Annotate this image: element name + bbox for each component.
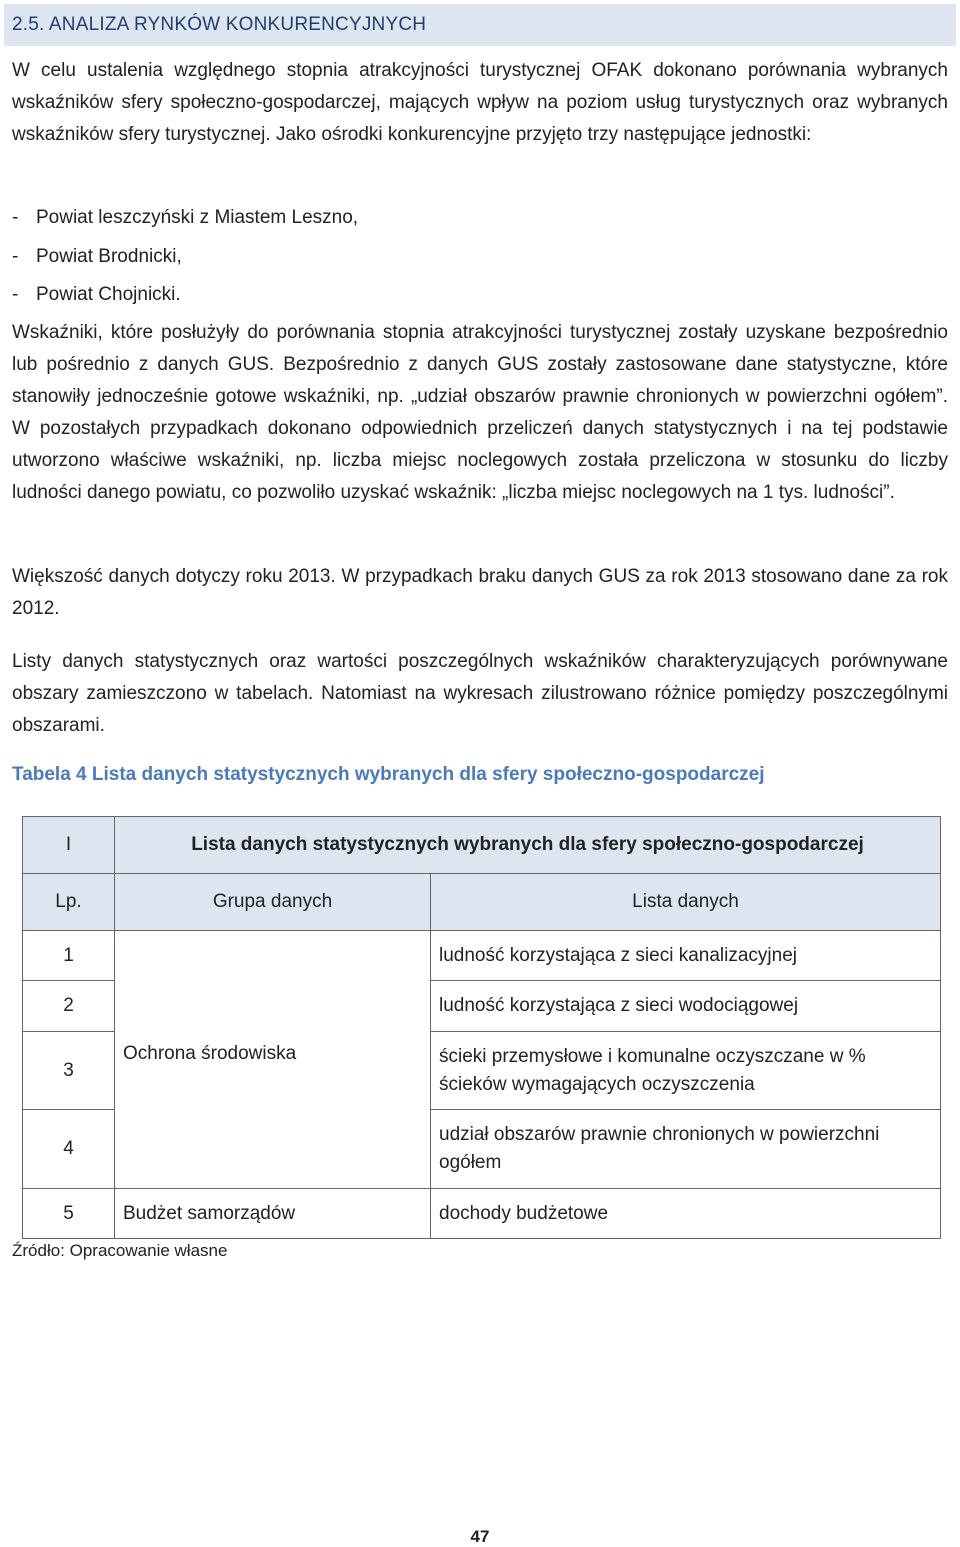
table-title: Lista danych statystycznych wybranych dla sfery społeczno-gospodarczej bbox=[115, 817, 941, 874]
header-list: Lista danych bbox=[431, 874, 941, 931]
data-table bbox=[22, 816, 941, 1239]
row-group: Ochrona środowiska bbox=[115, 931, 431, 1189]
bullet-item bbox=[12, 242, 182, 272]
row-number: 1 bbox=[23, 931, 115, 981]
row-number: 5 bbox=[23, 1189, 115, 1239]
table-row bbox=[23, 931, 941, 981]
row-number: 2 bbox=[23, 981, 115, 1032]
table-header-row bbox=[23, 874, 941, 931]
row-number: 3 bbox=[23, 1032, 115, 1110]
bullet-item bbox=[12, 280, 181, 310]
row-item: ludność korzystająca z sieci kanalizacyjnej bbox=[431, 931, 941, 981]
intro-paragraph: W celu ustalenia względnego stopnia atrakcyjności turystycznej OFAK dokonano porównania wybranych wskaźników sfery społeczno-gospodarczej, mających wpływ na poziom usług turystycznych oraz wybranych wskaźników sfery turystycznej. Jako ośrodki konkurencyjne przyjęto trzy następujące jednostki: bbox=[12, 60, 948, 145]
row-number: 4 bbox=[23, 1110, 115, 1189]
bullet-dash: - bbox=[12, 246, 19, 267]
row-item: ścieki przemysłowe i komunalne oczyszczane w % ścieków wymagających oczyszczenia bbox=[431, 1032, 941, 1110]
row-item: dochody budżetowe bbox=[431, 1189, 941, 1239]
bullet-item bbox=[12, 203, 358, 233]
row-item: ludność korzystająca z sieci wodociągowej bbox=[431, 981, 941, 1032]
header-group: Grupa danych bbox=[115, 874, 431, 931]
section-heading: 2.5. ANALIZA RYNKÓW KONKURENCYJNYCH bbox=[4, 4, 956, 46]
row-group: Budżet samorządów bbox=[115, 1189, 431, 1239]
table-source: Źródło: Opracowanie własne bbox=[12, 1241, 228, 1260]
row-item: udział obszarów prawnie chronionych w powierzchni ogółem bbox=[431, 1110, 941, 1189]
bullet-dash: - bbox=[12, 207, 19, 228]
bullet-text: Powiat Chojnicki. bbox=[36, 284, 181, 305]
bullet-text: Powiat leszczyński z Miastem Leszno, bbox=[36, 207, 359, 228]
bullet-dash: - bbox=[12, 284, 19, 305]
page-number: 47 bbox=[470, 1527, 490, 1546]
paragraph-lists: Listy danych statystycznych oraz wartości poszczególnych wskaźników charakteryzujących porównywane obszary zamieszczono w tabelach. Natomiast na wykresach zilustrowano różnice pomiędzy poszczególnymi obszarami. bbox=[12, 651, 948, 736]
header-lp: Lp. bbox=[23, 874, 115, 931]
table-title-number: I bbox=[23, 817, 115, 874]
paragraph-indicators: Wskaźniki, które posłużyły do porównania stopnia atrakcyjności turystycznej zostały uzyskane bezpośrednio lub pośrednio z danych GUS. Bezpośrednio z danych GUS zostały zastosowane dane statystyczne, które stanowiły jednocześnie gotowe wskaźniki, np. „udział obszarów prawnie chronionych w powierzchni ogółem”. W pozostałych przypadkach dokonano odpowiednich przeliczeń danych statystycznych i na tej podstawie utworzono właściwe wskaźniki, np. liczba miejsc noclegowych została przeliczona w stosunku do liczby ludności danego powiatu, co pozwoliło uzyskać wskaźnik: „liczba miejsc noclegowych na 1 tys. ludności”. bbox=[12, 322, 948, 503]
bullet-text: Powiat Brodnicki, bbox=[36, 246, 182, 267]
table-title-row bbox=[23, 817, 941, 874]
table-row bbox=[23, 1189, 941, 1239]
paragraph-years: Większość danych dotyczy roku 2013. W przypadkach braku danych GUS za rok 2013 stosowano dane za rok 2012. bbox=[12, 566, 948, 619]
table-caption: Tabela 4 Lista danych statystycznych wybranych dla sfery społeczno-gospodarczej bbox=[12, 764, 765, 785]
